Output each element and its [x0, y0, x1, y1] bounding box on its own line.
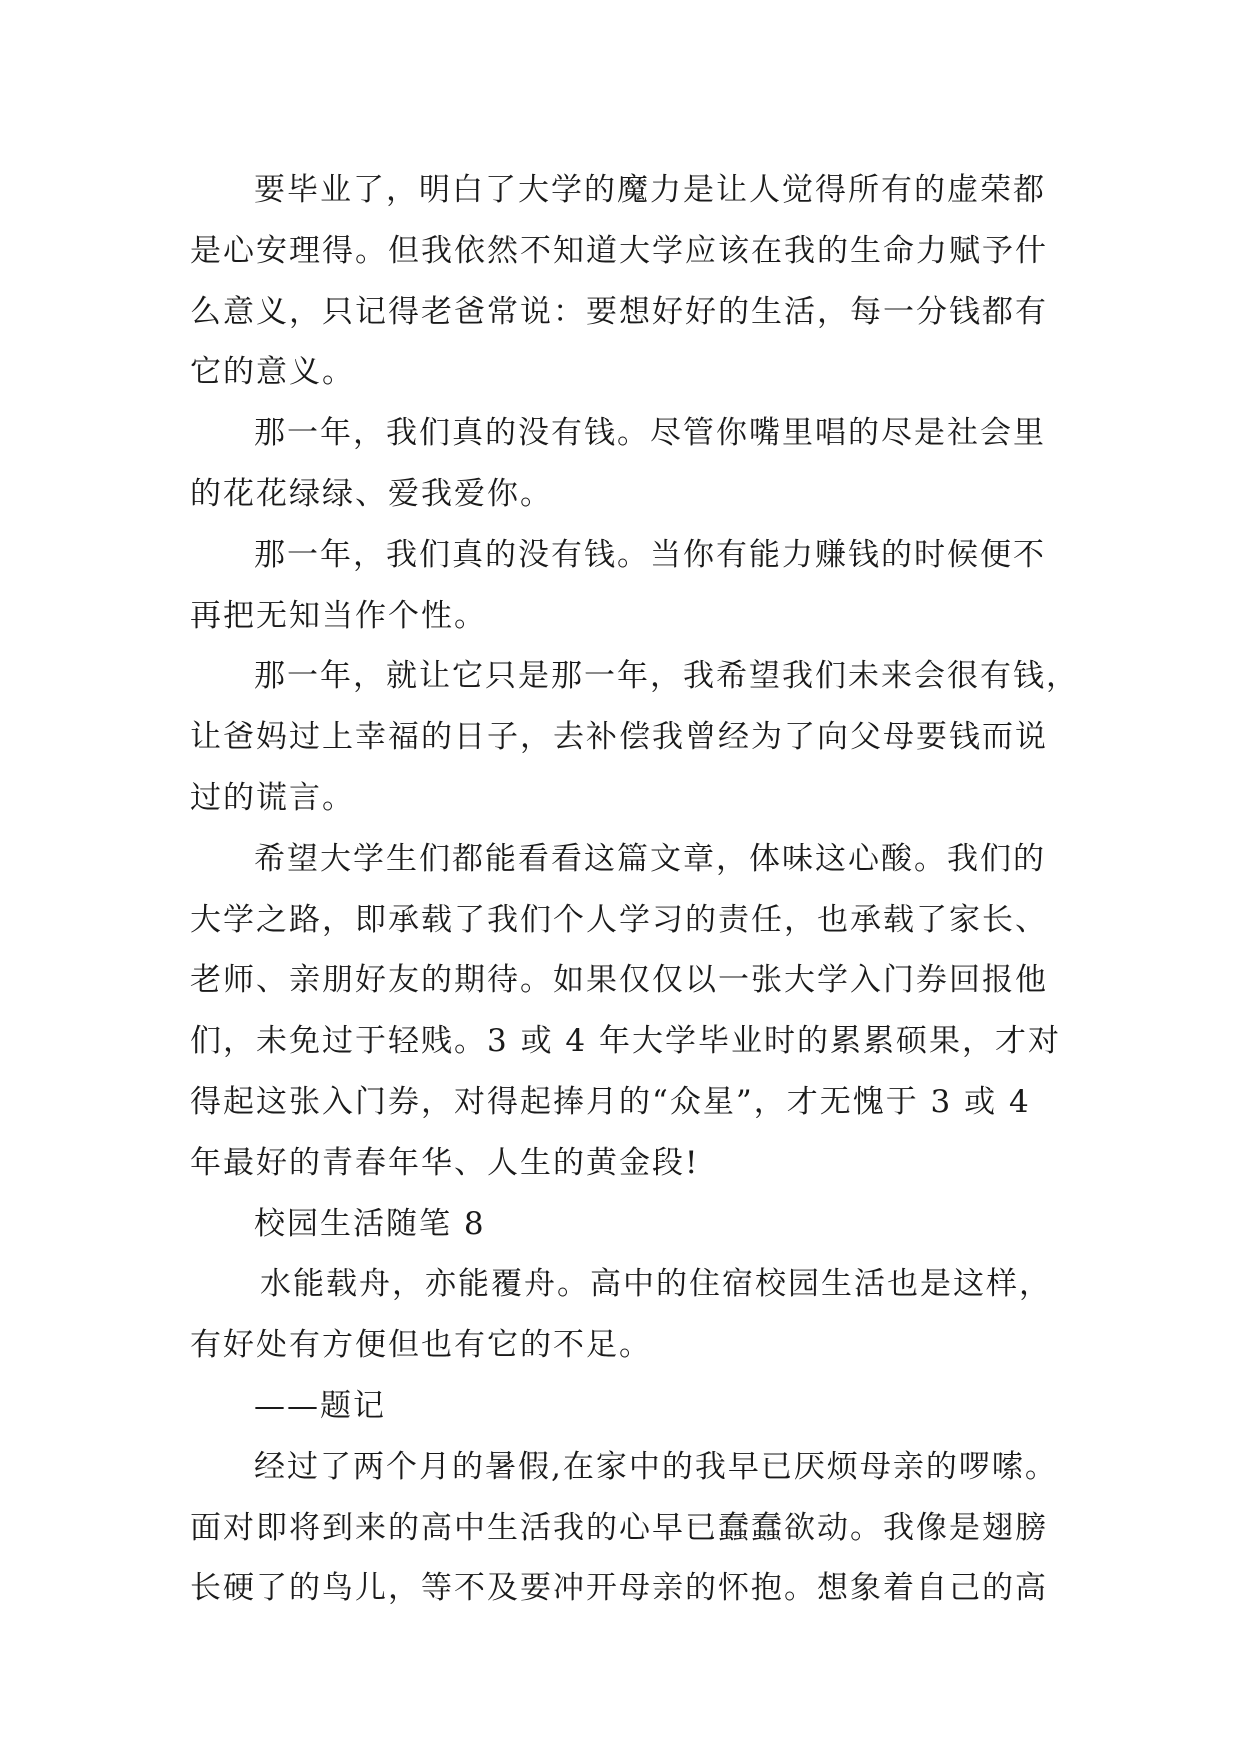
paragraph-line: 老师、亲朋好友的期待。如果仅仅以一张大学入门券回报他 — [190, 962, 1048, 999]
section-heading: 校园生活随笔 8 — [254, 1205, 486, 1242]
document-body — [190, 160, 1079, 1619]
paragraph-line: 得起这张入门券，对得起捧月的“众星”，才无愧于 3 或 4 — [190, 1083, 1031, 1120]
paragraph-line: 大学之路，即承载了我们个人学习的责任，也承载了家长、 — [190, 901, 1048, 938]
paragraph-line: 们，未免过于轻贱。3 或 4 年大学毕业时的累累硕果，才对 — [190, 1023, 1062, 1060]
paragraph-line: 年最好的青春年华、人生的黄金段! — [190, 1144, 700, 1181]
paragraph-line: 那一年，我们真的没有钱。尽管你嘴里唱的尽是社会里 — [254, 415, 1046, 452]
paragraph-line: 它的意义。 — [190, 354, 355, 391]
paragraph-line: 水能载舟，亦能覆舟。高中的住宿校园生活也是这样， — [260, 1266, 1052, 1303]
paragraph-line: 有好处有方便但也有它的不足。 — [190, 1327, 652, 1364]
paragraph-line: 那一年，我们真的没有钱。当你有能力赚钱的时候便不 — [254, 536, 1046, 573]
paragraph-line: 过的谎言。 — [190, 779, 355, 816]
paragraph-line: 是心安理得。但我依然不知道大学应该在我的生命力赋予什 — [190, 232, 1048, 269]
paragraph-line: 面对即将到来的高中生活我的心早已蠢蠢欲动。我像是翅膀 — [190, 1509, 1048, 1546]
paragraph-line: 的花花绿绿、爱我爱你。 — [190, 475, 553, 512]
paragraph-line: 经过了两个月的暑假,在家中的我早已厌烦母亲的啰嗦。 — [254, 1448, 1058, 1485]
paragraph-line: 长硬了的鸟儿，等不及要冲开母亲的怀抱。想象着自己的高 — [190, 1570, 1048, 1607]
paragraph-line: 那一年，就让它只是那一年，我希望我们未来会很有钱， — [254, 658, 1079, 695]
paragraph-line: 再把无知当作个性。 — [190, 597, 487, 634]
epigraph-attribution: ——题记 — [254, 1387, 386, 1424]
paragraph-line: 要毕业了，明白了大学的魔力是让人觉得所有的虚荣都 — [254, 172, 1046, 208]
paragraph-line: 希望大学生们都能看看这篇文章，体味这心酸。我们的 — [254, 840, 1046, 877]
paragraph-line: 么意义，只记得老爸常说：要想好好的生活，每一分钱都有 — [190, 293, 1048, 330]
paragraph-line: 让爸妈过上幸福的日子，去补偿我曾经为了向父母要钱而说 — [190, 719, 1048, 756]
